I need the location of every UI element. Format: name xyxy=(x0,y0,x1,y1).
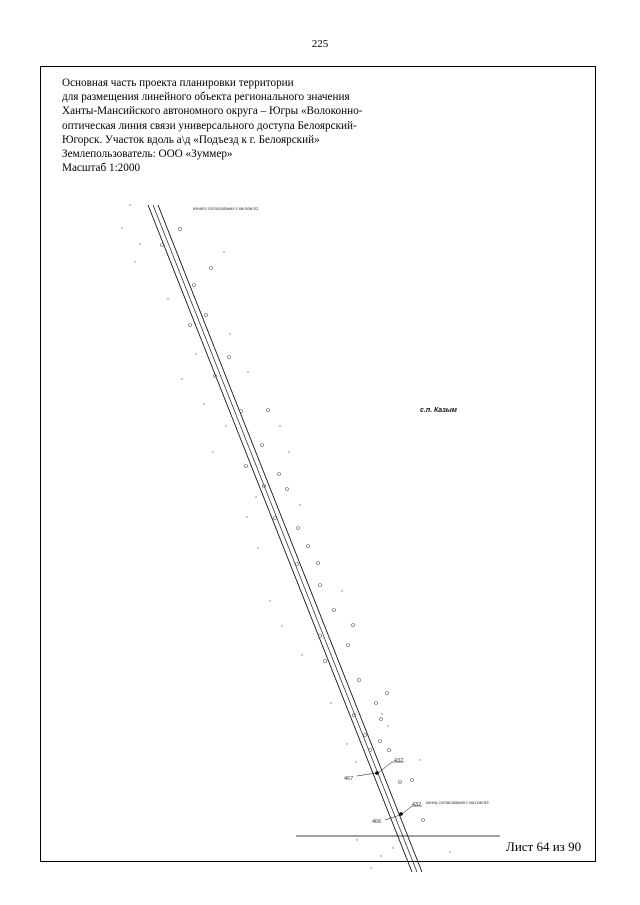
point-marker xyxy=(399,812,403,816)
point-marker xyxy=(375,771,379,775)
point-label: 467 xyxy=(344,776,354,782)
scale-line: Масштаб 1:2000 xyxy=(62,162,141,175)
road-corridor xyxy=(148,205,422,872)
page-number: 225 xyxy=(311,38,329,50)
title-line: Югорск. Участок вдоль а\д «Подъезд к г. Белоярский» xyxy=(62,133,320,146)
land-user-line: Землепользователь: ООО «Зуммер» xyxy=(62,148,233,161)
title-line: для размещения линейного объекта регионального значения xyxy=(62,91,350,104)
sheet-number: Лист 64 из 90 xyxy=(506,839,582,854)
point-label: 432 xyxy=(412,802,422,808)
map-dots xyxy=(121,204,450,868)
map-symbols xyxy=(161,227,425,821)
point-label: 432 xyxy=(394,758,404,764)
top-note-label: начало согласования с км.пом 61 xyxy=(193,206,259,211)
title-line: Ханты-Мансийского автономного округа – Югры «Волоконно- xyxy=(62,105,363,118)
point-label: 466 xyxy=(372,819,382,825)
settlement-label: с.п. Казым xyxy=(420,407,457,414)
leader-lines xyxy=(357,762,422,820)
title-line: Основная часть проекта планировки территории xyxy=(62,77,294,89)
bottom-note-label: конец согласования с км.пом 63 xyxy=(426,800,489,805)
title-line: оптическая линия связи универсального доступа Белоярский- xyxy=(62,119,357,132)
